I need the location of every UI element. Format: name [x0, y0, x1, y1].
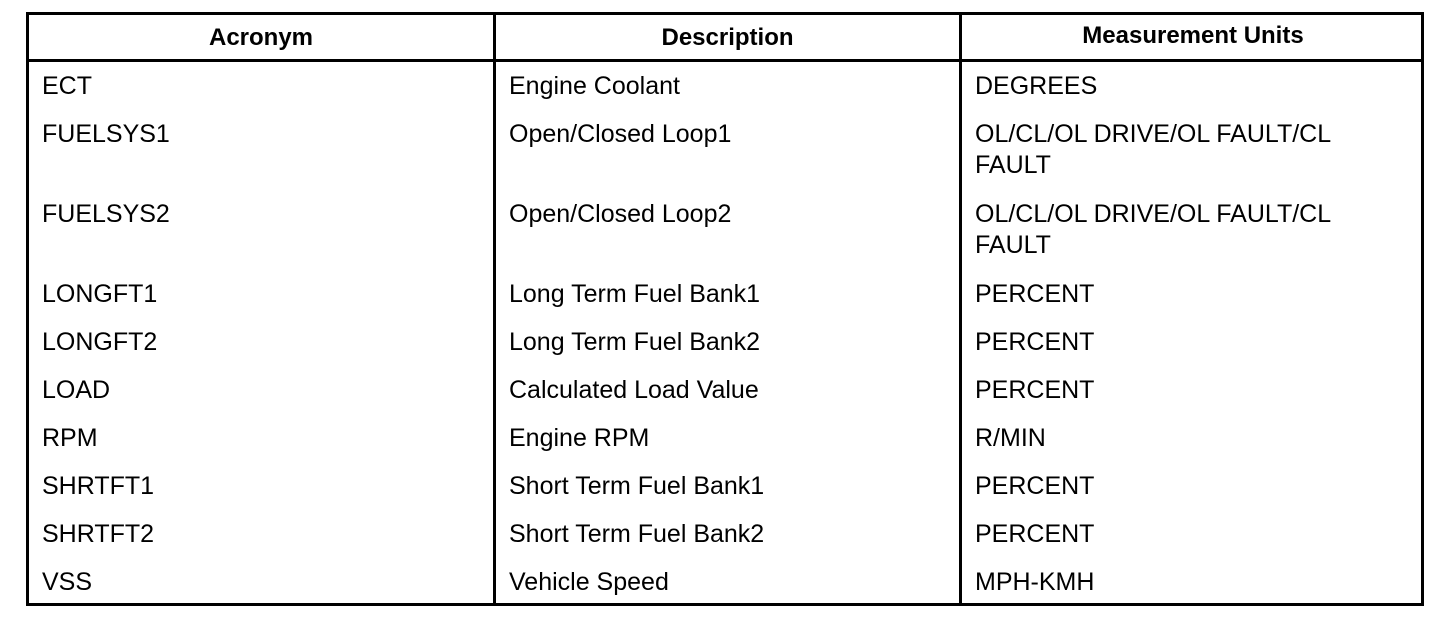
cell-description: Open/Closed Loop2	[509, 200, 732, 228]
column-divider	[493, 15, 496, 603]
cell-description: Short Term Fuel Bank2	[509, 520, 765, 548]
cell-description: Short Term Fuel Bank1	[509, 472, 765, 500]
cell-units: PERCENT	[975, 472, 1095, 500]
cell-units: OL/CL/OL DRIVE/OL FAULT/CL FAULT	[975, 200, 1331, 259]
cell-description: Engine RPM	[509, 424, 650, 452]
header-acronym: Acronym	[208, 24, 314, 51]
cell-description: Long Term Fuel Bank1	[509, 280, 761, 308]
cell-description: Calculated Load Value	[509, 376, 759, 404]
cell-units: DEGREES	[975, 72, 1098, 100]
cell-acronym: VSS	[42, 568, 93, 596]
cell-acronym: ECT	[42, 72, 92, 100]
header-description: Description	[661, 24, 794, 51]
cell-units: PERCENT	[975, 520, 1095, 548]
data-table	[26, 12, 1424, 606]
cell-units: OL/CL/OL DRIVE/OL FAULT/CL FAULT	[975, 120, 1331, 179]
column-divider	[959, 15, 962, 603]
cell-acronym: FUELSYS2	[42, 200, 170, 228]
cell-acronym: SHRTFT2	[42, 520, 155, 548]
cell-acronym: SHRTFT1	[42, 472, 155, 500]
cell-acronym: FUELSYS1	[42, 120, 170, 148]
header-measurement-units: Measurement Units	[1082, 22, 1304, 49]
cell-units: PERCENT	[975, 280, 1095, 308]
table-header-row	[29, 15, 1421, 62]
cell-acronym: RPM	[42, 424, 98, 452]
cell-units: PERCENT	[975, 328, 1095, 356]
cell-units: R/MIN	[975, 424, 1046, 452]
cell-units: MPH-KMH	[975, 568, 1095, 596]
cell-description: Open/Closed Loop1	[509, 120, 732, 148]
cell-acronym: LONGFT1	[42, 280, 158, 308]
cell-description: Engine Coolant	[509, 72, 680, 100]
cell-description: Vehicle Speed	[509, 568, 669, 596]
cell-acronym: LOAD	[42, 376, 111, 404]
cell-units: PERCENT	[975, 376, 1095, 404]
cell-acronym: LONGFT2	[42, 328, 158, 356]
cell-description: Long Term Fuel Bank2	[509, 328, 761, 356]
